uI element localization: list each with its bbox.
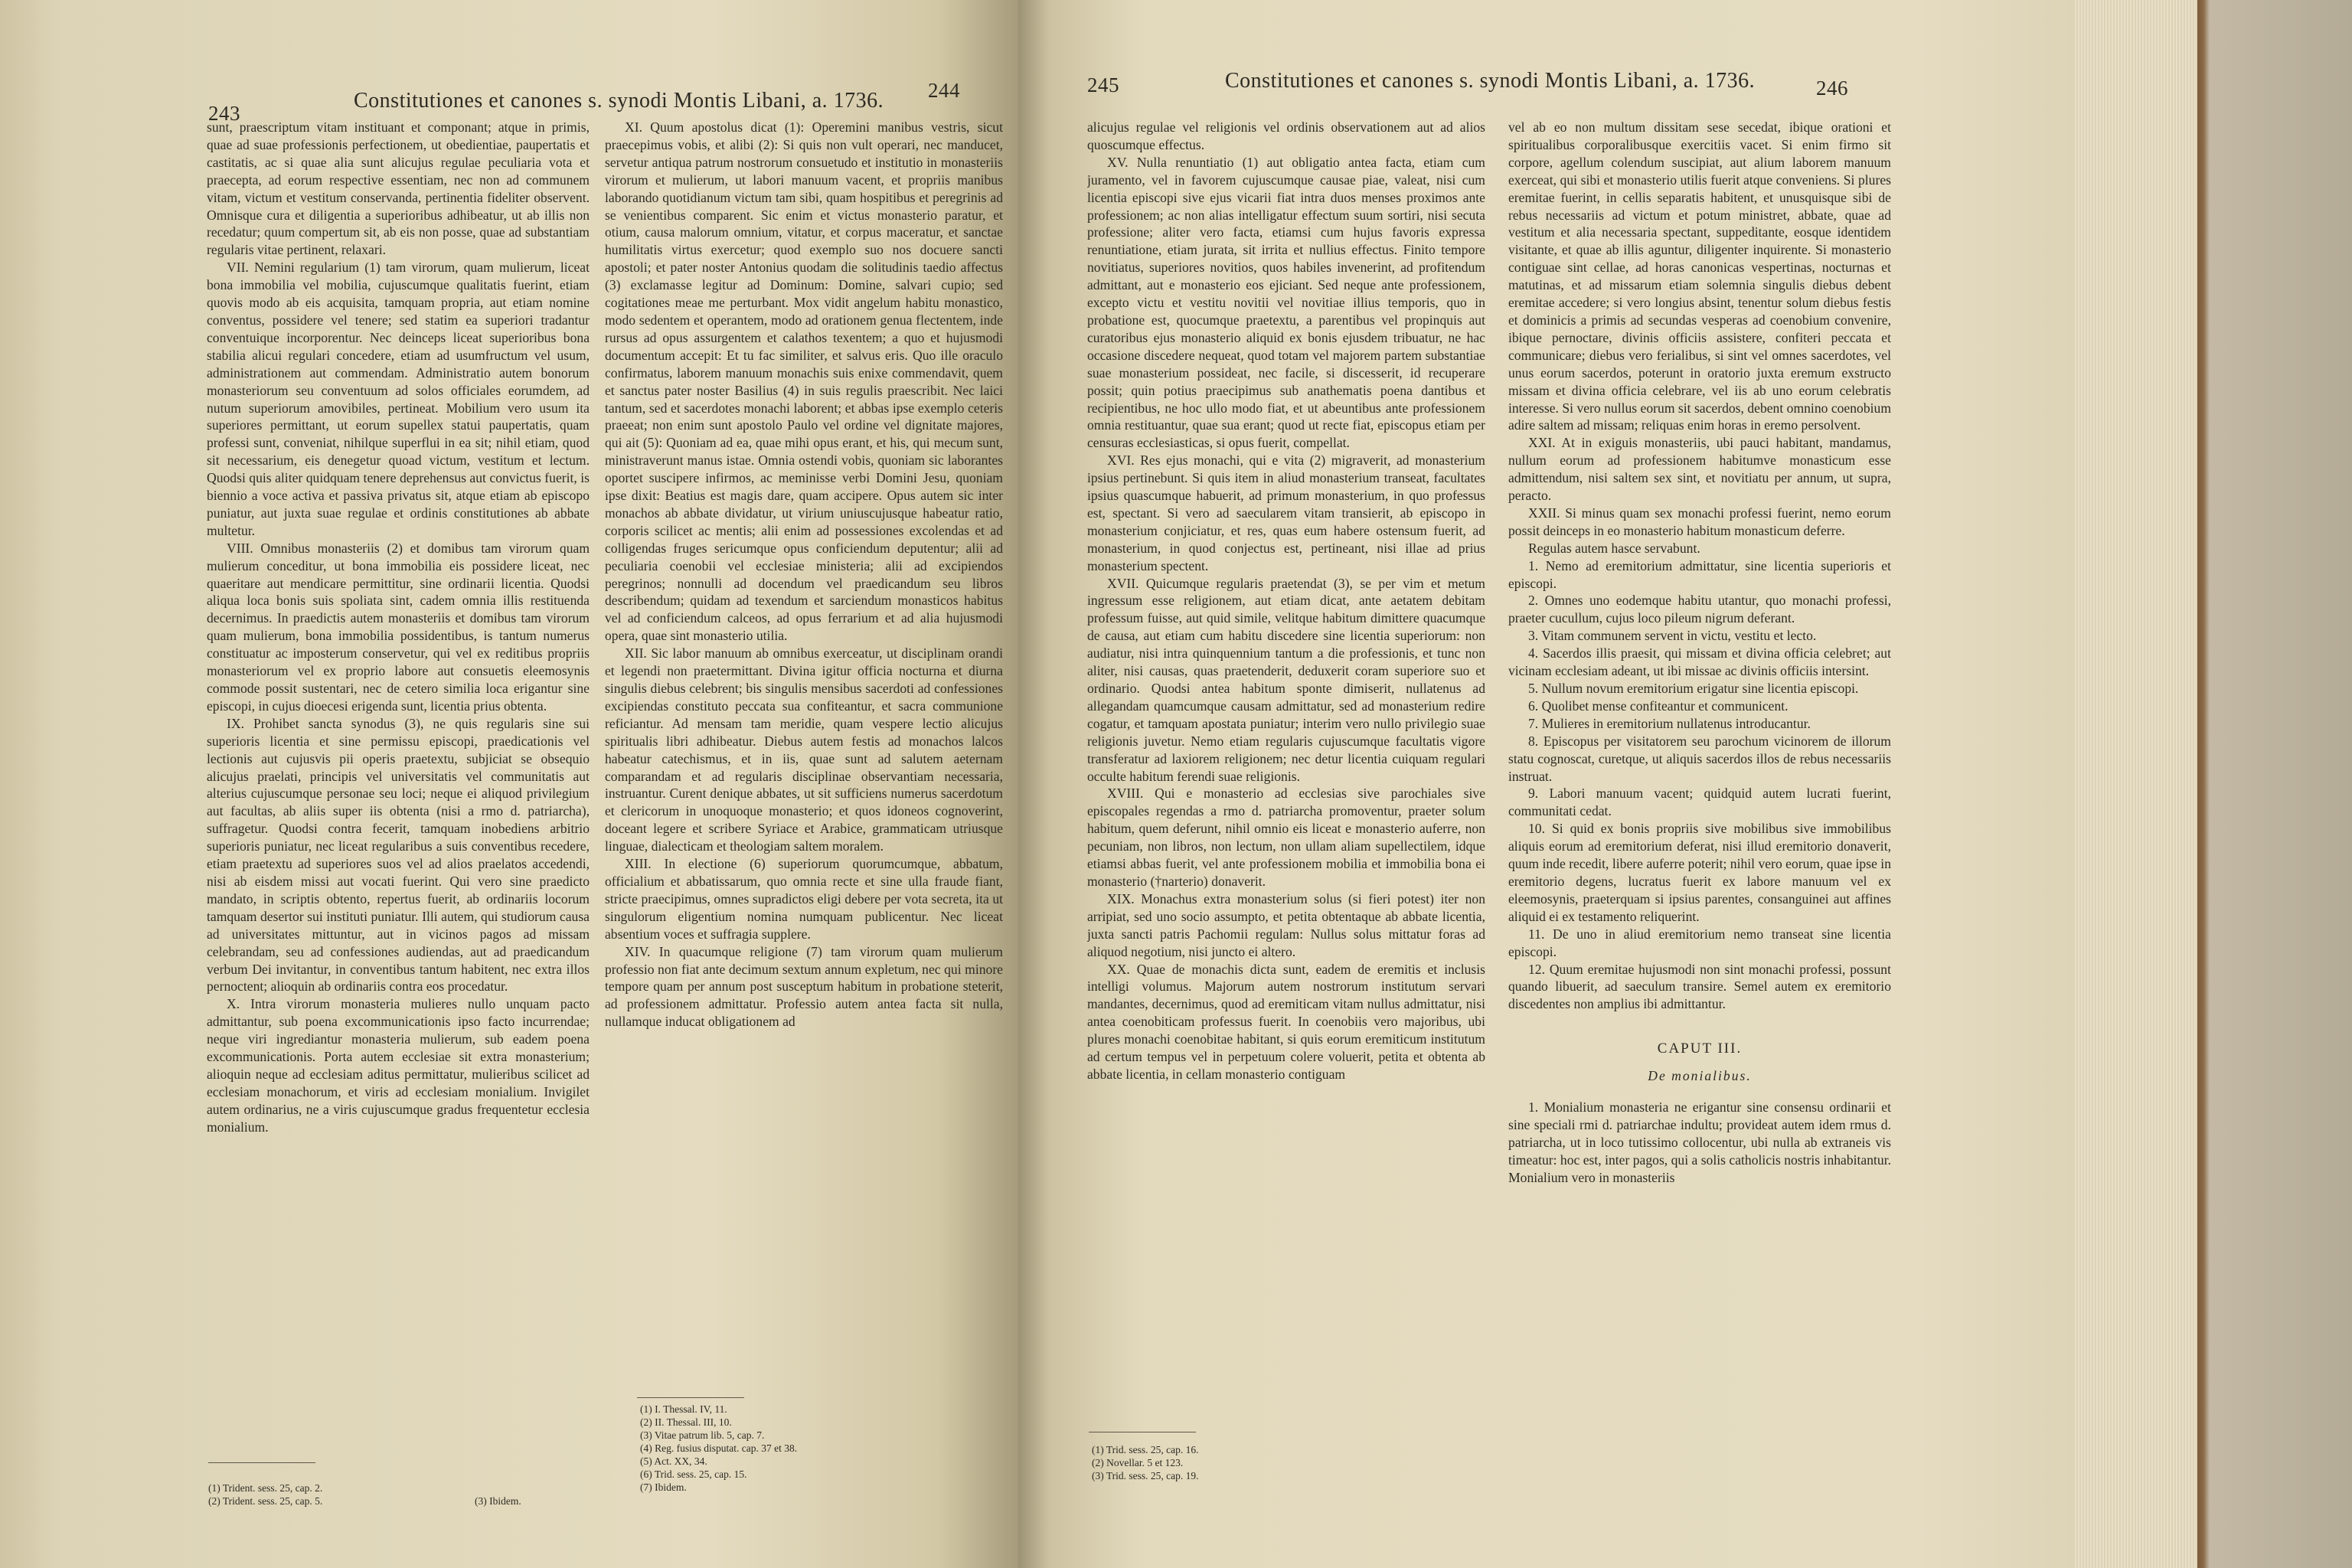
footnote: (3) Trid. sess. 25, cap. 19. [1092,1470,1199,1481]
paragraph: XXII. Si minus quam sex monachi professi fuerint, nemo eorum possit deinceps in eo monasterio habitum monasticum deferre. [1508,505,1891,538]
footnote: (3) Ibidem. [475,1495,521,1507]
paragraph: VII. Nemini regularium (1) tam virorum, quam mulierum, liceat bona immobilia vel mobilia, cujuscumque qualitatis fuerint, etiam quovis modo ab eis acquisita, tamquam propria, aut etiam nomine conventus, possidere vel tenere; sed statim ea superiori tradantur conventuique incorporentur. Nec deinceps liceat superioribus bona stabilia alicui regulari concedere, etiam ad usumfructum vel usum, administrationem aut commendam. Administratio autem bonorum monasteriorum seu conventuum ad solos officiales eorumdem, ad nutum superiorum amovibiles, pertineat. Mobilium vero usum ita superiores permittant, ut eorum supellex statui paupertatis, quam professi sunt, conveniat, nihilque superflui in ea sit; nihil etiam, quod sit necessarium, eis denegetur quoad victum, vestitum et lectum. Quodsi quis aliter quidquam tenere deprehensus aut convictus fuerit, is biennio a voce activa et passiva privatus sit, atque etiam ab episcopo puniatur, aut juxta suae regulae et ordinis constitutiones ab abbate multetur. [207,260,590,538]
right-page [1018,0,2075,1568]
paragraph: XV. Nulla renuntiatio (1) aut obligatio antea facta, etiam cum juramento, vel in favorem cujuscumque causae piae, valeat, nisi cum licentia episcopi sive ejus vicarii fiat intra duos menses proximos ante professionem; ac non alias intelligatur effectum suum sortiri, nisi secuta professione; aliter vero facta, etiamsi cum hujus favoris expressa renuntiatione, etiam jurata, sit irrita et nullius effectus. Finito tempore novitiatus, superiores novitios, quos habiles invenerint, ad profitendum admittant, aut e monasterio eos ejiciant. Sed neque ante professionem, excepto victu et vestitu novitii vel novitiae illius temporis, quo in probatione est, quocumque praetextu, a parentibus vel propinquis aut curatoribus ejus monasterio aliquid ex bonis ejusdem tribuatur, ne hac occasione discedere nequeat, quod totam vel majorem partem substantiae suae monasterium possideat, nec facile, si discesserit, id recuperare possit; quin potius praecipimus sub anathematis poena dantibus et recipientibus, ne hoc ullo modo fiat, et ut abeuntibus ante professionem omnia restituantur, quae sua erant; quod ut recte fiat, episcopus etiam per censuras ecclesiasticas, si opus fuerit, compellat. [1087,154,1485,451]
paragraph: XXI. At in exiguis monasteriis, ubi pauci habitant, mandamus, nullum eorum ad professionem habitumve monasticum esse admittendum, nisi saltem sex sint, et novitiatu per annum, ut supra, peracto. [1508,435,1891,504]
paragraph: 5. Nullum novum eremitorium erigatur sine licentia episcopi. [1528,681,1859,696]
paragraph: 11. De uno in aliud eremitorium nemo transeat sine licentia episcopi. [1508,926,1891,959]
footnote: (2) Trident. sess. 25, cap. 5. [208,1495,323,1507]
page-number: 246 [1816,77,1848,100]
running-title: Constitutiones et canones s. synodi Montis Libani, a. 1736. [354,89,884,113]
paragraph: X. Intra virorum monasteria mulieres nullo unquam pacto admittantur, sub poena excommunicationis ipso facto incurrendae; neque viri ingrediantur monasteria mulierum, sub eadem poena excommunicationis. Porta autem ecclesiae sit extra monasterium; alioquin neque ad ecclesiam aditus permittatur, mulieribus scilicet ad ecclesiam monachorum, et viris ad ecclesiam monialium. Invigilet autem ordinarius, ne a viris cujuscumque gradus frequentetur ecclesia monialium. [207,996,590,1135]
page-number: 244 [928,79,960,102]
paragraph: XX. Quae de monachis dicta sunt, eadem de eremitis et inclusis intelligi volumus. Majorum autem nostrorum institutum servari mandantes, decernimus, quod ad eremiticam vitam nullus admittatur, nisi antea coenobiticam professus fuerit. In coenobiis vero majoribus, ubi plures monachi coenobitae habitant, si quis eorum eremiticum institutum ad certum tempus vel in perpetuum colere voluerit, petita et obtenta ab abbate licentia, in cellam monasterio contiguam [1087,961,1485,1082]
paragraph: XVIII. Qui e monasterio ad ecclesias sive parochiales sive episcopales regendas a rmo d. patriarcha promoventur, praeter solum habitum, quem deferunt, nihil omnio eis liceat e monasterio auferre, non pecuniam, non libros, non lectum, non ullam aliam supellectilem, idque etiamsi abbas fuerit, vel ante professionem mobilia et immobilia bona ei monasterio (†narterio) donaverit. [1087,786,1485,889]
footnote-rule [637,1397,744,1398]
paragraph: 12. Quum eremitae hujusmodi non sint monachi professi, possunt quando libuerit, ad saeculum transire. Semel autem ex eremitorio discedentes non amplius ibi admittantur. [1508,961,1891,1012]
paragraph: XIII. In electione (6) superiorum quorumcumque, abbatum, officialium et abbatissarum, quo omnia recte et sine ulla fraude fiant, stricte praecipimus, omnes supradictos eligi debere per vota secreta, ita ut singulorum eligentium nomina numquam publicentur. Nec liceat absentium voces et suffragia supplere. [605,856,1003,942]
paragraph: XII. Sic labor manuum ab omnibus exerceatur, ut disciplinam orandi et legendi non praetermittant. Divina igitur officia nocturna et diurna singulis diebus celebrent; bis singulis mensibus sacerdoti ad confessiones excipiendas constituto peccata sua confiteantur, et sacra communione reficiantur. Ad mensam tam meridie, quam vespere lectio alicujus spiritualis libri adhibeatur. Diebus autem festis ad monachos lalcos habeatur catechismus, et in iis, quae sunt ad salutem aeternam comparandam et ad regularis disciplinae observantiam necessaria, instruantur. Curent denique abbates, ut sit sufficiens numerus sacerdotum et clericorum in unoquoque monasterio; et quos idoneos cognoverint, doceant legere et scribere Syriace et Arabice, grammaticam utriusque linguae, dialecticam et theologiam saltem moralem. [605,645,1003,854]
text-column [207,119,590,1420]
paragraph: 1. Nemo ad eremitorium admittatur, sine licentia superioris et episcopi. [1508,557,1891,591]
paragraph: 6. Quolibet mense confiteantur et communicent. [1528,697,1788,714]
footnote-rule [208,1462,315,1463]
text-column [1508,119,1891,1420]
footnote: (1) I. Thessal. IV, 11. [640,1403,727,1415]
footnote: (7) Ibidem. [640,1481,687,1493]
paragraph: 9. Labori manuum vacent; quidquid autem lucrati fuerint, communitati cedat. [1508,786,1891,819]
text-column [1087,119,1485,1420]
paragraph: 7. Mulieres in eremitorium nullatenus introducantur. [1528,715,1811,731]
footnote: (4) Reg. fusius disputat. cap. 37 et 38. [640,1442,798,1454]
paragraph: VIII. Omnibus monasteriis (2) et domibus tam virorum quam mulierum conceditur, ut bona immobilia eis possidere liceat, nec quaeritare aut mendicare permittitur, sine ordinarii licentia. Quodsi aliqua loca bonis suis spoliata sint, cadem omnia illis restituenda decernimus. In praedictis autem monasteriis et domibus tam virorum quam mulierum, bona immobilia possidentibus, is tantum numerus constituatur ac imposterum conservetur, qui vel ex reditibus propriis monasteriorum vel ex proprio labore aut consuetis eleemosynis commode possit sustentari, nec de cetero similia loca erigantur sine episcopi, in cujus dioecesi erigenda sunt, licentia prius obtenta. [207,540,590,714]
paragraph: Regulas autem hasce servabunt. [1528,540,1700,556]
paragraph: XVII. Quicumque regularis praetendat (3), se per vim et metum ingressum esse religionem, aut etiam dicat, ante aetatem debitam professum fuisse, aut quid simile, velitque habitum dimittere quacumque de causa, aut etiam cum habitu discedere sine licentia superiorum: non audiatur, nisi intra quinquennium tantum a die professionis, et tunc non aliter, nisi causas, quas praetenderit, deduxerit coram superiore suo et ordinario. Quodsi antea habitum sponte dimiserit, nullatenus ad allegandam quamcumque causam admittatur, sed ad monasterium redire cogatur, et tamquam apostata puniatur; interim vero nullo privilegio suae religionis juvetur. Nemo etiam regularis cujuscumque facultatis vigore transferatur ad laxiorem religionem; nec detur licentia cuiquam regulari occulte habitum ferendi suae religionis. [1087,575,1485,784]
left-page [0,0,1018,1568]
footnote: (5) Act. XX, 34. [640,1455,707,1467]
paragraph: IX. Prohibet sancta synodus (3), ne quis regularis sine sui superioris licentia et sine permissu episcopi, praedicationis vel lectionis aut cujusvis pii operis praetextu, subjiciat se obsequio alicujus praelati, principis vel universitatis vel communitatis aut alterius cujuscumque personae seu loci; neque ei aliquod privilegium aut facultas, ab aliis super iis obtenta (nisi a rmo d. patriarcha), suffragetur. Quodsi contra fecerit, tamquam inobediens arbitrio superioris puniatur, nec liceat regularibus a suis conventibus recedere, etiam praetextu ad superiores suos vel ad alios praelatos accedendi, nisi ab eisdem missi aut vocati fuerint. Qui vero sine praedicto mandato, in scriptis obtento, repertus fuerit, ab ordinariis locorum tamquam desertor sui instituti puniatur. Illi autem, qui studiorum causa ad universitates mittuntur, aut in vicinos pagos ad missam celebrandam, seu ad confessiones audiendas, aut ad praedicandum verbum Dei invitantur, in conventibus tantum habitent, nec extra illos pernoctent; alioquin ab ordinariis contra eos procedatur. [207,715,590,995]
footnote: (1) Trident. sess. 25, cap. 2. [208,1482,323,1494]
footnote: (2) II. Thessal. III, 10. [640,1416,732,1428]
page-header [0,0,1018,125]
footnote: (2) Novellar. 5 et 123. [1092,1457,1184,1468]
page-edges [2075,0,2197,1568]
book-cover-board [2197,0,2352,1568]
paragraph: 1. Monialium monasteria ne erigantur sine consensu ordinarii et sine speciali rmi d. patriarchae indultu; provideat autem idem rmus d. patriarcha, ut in loco tutissimo collocentur, ubi nulla ab extraneis vis timeatur: hoc est, inter pagos, qui a solis catholicis nostris inhabitantur. Monialium vero in monasteriis [1508,1099,1891,1185]
paragraph: 10. Si quid ex bonis propriis sive mobilibus sive immobilibus aliquis eorum ad eremitorium deferat, nisi illud eremitorio donaverit, quum inde recedit, libere auferre poterit; nihil vero eorum, quae ipse in eremitorio degens, lucratus fuerit ex labore manuum vel ex eleemosynis, praeterquam si ipsius parentes, consanguinei aut affines aliquid ei ex testamento reliquerint. [1508,821,1891,924]
text-column [605,119,1003,1420]
paragraph: sunt, praescriptum vitam instituant et componant; atque in primis, quae ad suae professionis perfectionem, ut obedientiae, paupertatis et castitatis, ac si quae alia sunt alicujus regulae peculiaria vota et praecepta, ad eorum respective essentiam, nec non ad communem vitam, victum et vestitum conservanda, pertinentia fideliter observent. Omnisque cura et diligentia a superioribus adhibeatur, ut ab illis non recedatur; quum compertum sit, ab eis non posse, quae ad substantiam regularis vitae pertinent, relaxari. [207,119,590,258]
paragraph: XVI. Res ejus monachi, qui e vita (2) migraverit, ad monasterium ipsius pertinebunt. Si quis item in aliud monasterium transeat, facultates ipsius quascumque habuerit, ad primum monasterium, in quo professus est, spectant. Si vero ad saecularem vitam transierit, ab episcopo in monasterium conjiciatur, et res, quas eum habere ostensum fuerit, ad monasterium, in quod conjectus est, pertineant, nisi illae ad prius monasterium spectent. [1087,452,1485,573]
footnotes [475,1494,521,1508]
paragraph: vel ab eo non multum dissitam sese secedat, ibique orationi et spiritualibus corporalibusque exercitiis vacet. Si enim firmo sit corpore, agellum colendum suscipiat, aut alium laborem manuum exerceat, qui sibi et monasterio utilis fuerit atque conveniens. Si plures eremitae fuerint, in cellis separatis habitent, et unusquisque sibi de rebus necessariis ad victum et potum ministret, abbate, quae ad vestitum et alia necessaria spectant, suppeditante, eosque identidem visitante, et quae ab illis aguntur, diligenter inquirente. Si monasterio contiguae sint cellae, ad horas canonicas vespertinas, nocturnas et matutinas, et ad missarum etiam solemnia singulis diebus debent eremitae accedere; si vero longius absint, tenentur solum diebus festis et dominicis a primis ad secundas vesperas ad coenobium convenire, ibique pernoctare, divinis officiis assistere, confiteri peccata et communicare; diebus vero ferialibus, si sint vel omnes sacerdotes, vel unus eorum sacerdos, poterunt in oratorio juxta eremum exstructo missam et divina officia celebrare, vel iis ab uno eorum celebratis interesse. Si vero nullus eorum sit sacerdos, debent omnino coenobium adire saltem ad missam; reliquas enim horas in eremo persolvent. [1508,119,1891,433]
footnote: (3) Vitae patrum lib. 5, cap. 7. [640,1429,765,1441]
paragraph: XIV. In quacumque religione (7) tam virorum quam mulierum professio non fiat ante decimum sextum annum expletum, nec qui minore tempore quam per annum post susceptum habitum in probatione steterit, ad professionem admittatur. Professio autem antea facta sit nulla, nullamque inducat obligationem ad [605,943,1003,1030]
chapter-title: CAPUT III. [1657,1040,1743,1057]
paragraph: alicujus regulae vel religionis vel ordinis observationem aut ad alios quoscumque effectus. [1087,119,1485,152]
paragraph: 3. Vitam communem servent in victu, vestitu et lecto. [1528,628,1817,644]
footnote: (1) Trid. sess. 25, cap. 16. [1092,1444,1199,1455]
footnotes [1092,1443,1199,1482]
footnotes [640,1403,797,1494]
chapter-subtitle: De monialibus. [1648,1068,1752,1084]
footnotes [208,1481,322,1508]
paragraph: 8. Episcopus per visitatorem seu parochum vicinorem de illorum statu cognoscat, curetque, ut aliquis sacerdos illos de rebus necessariis instruat. [1508,733,1891,784]
footnote: (6) Trid. sess. 25, cap. 15. [640,1468,747,1480]
page-number: 243 [208,102,240,125]
page-header [1018,0,2075,115]
paragraph: 4. Sacerdos illis praesit, qui missam et divina officia celebret; aut vicinam ecclesiam adeant, ut ibi missae ac divinis officiis intersint. [1508,645,1891,679]
page-number: 245 [1087,74,1119,96]
paragraph: 2. Omnes uno eodemque habitu utantur, quo monachi professi, praeter cucullum, cujus loco pileum nigrum deferant. [1508,593,1891,626]
paragraph: XIX. Monachus extra monasterium solus (si fieri potest) iter non arripiat, sed uno socio assumpto, et petita obtentaque ab abbate licentia, juxta sancti patris Pachomii regulam: Nullus solus mittatur foras ad aliquod negotium, nisi juncto ei altero. [1087,890,1485,959]
paragraph: XI. Quum apostolus dicat (1): Operemini manibus vestris, sicut praecepimus vobis, et alibi (2): Si quis non vult operari, nec manducet, servetur antiqua patrum nostrorum consuetudo et institutio in monasteriis virorum et mulierum, ut labori manuum vacent, et propriis manibus laborando quotidianum victum tam sibi, quam hospitibus et peregrinis ad se venientibus comparent. Sic enim et victus monasterio paratur, et otium, causa malorum omnium, vitatur, et corpus maceratur, et sanctae humilitatis virtus exercetur; quod exemplo suo nos docuere sancti apostoli; et pater noster Antonius quodam die solitudinis taedio affectus (3) exclamasse legitur ad Dominum: Domine, salvari cupio; sed cogitationes meae me perturbant. Mox vidit angelum habitu monastico, modo sedentem et operantem, modo ad orationem genua flectentem, inde rursus ad opus assurgentem et calathos texentem; a quo et hujusmodi documentum accepit: Et tu fac similiter, et salvus eris. Quo ille oraculo confirmatus, laborem manuum monachis suis enixe commendavit, quem et sanctus pater noster Basilius (4) in suis regulis praescribit. Nec laici tantum, sed et sacerdotes monachi laborent; et abbas ipse exemplo ceteris praeeat; non enim sunt apostolo Paulo vel ordine vel dignitate majores, qui ait (5): Quoniam ad ea, quae mihi opus erant, et his, qui mecum sunt, ministraverunt manus istae. Omnia ostendi vobis, quoniam sic laborantes oportet suscipere infirmos, ac meminisse verbi Domini Jesu, quoniam ipse dixit: Beatius est magis dare, quam accipere. Opus autem sic inter monachos ab abbate dividatur, ut virium uniuscujusque habeatur ratio, corporis scilicet ac mentis; alii enim ad possessiones excolendas et ad colligendas fruges sericumque opus conficiendum deputentur; alii ad peculiaria coenobii vel ecclesiae ministeria; alii ad excipiendos peregrinos; nonnulli ad docendum vel praedicandum seu libros describendum; quidam ad texendum et sarciendum monasticos habitus vel ad conficiendum calceos, ad opus ferrarium et ad alia hujusmodi opera, quae sint monasterio utilia. [605,119,1003,644]
running-title: Constitutiones et canones s. synodi Montis Libani, a. 1736. [1225,69,1756,93]
